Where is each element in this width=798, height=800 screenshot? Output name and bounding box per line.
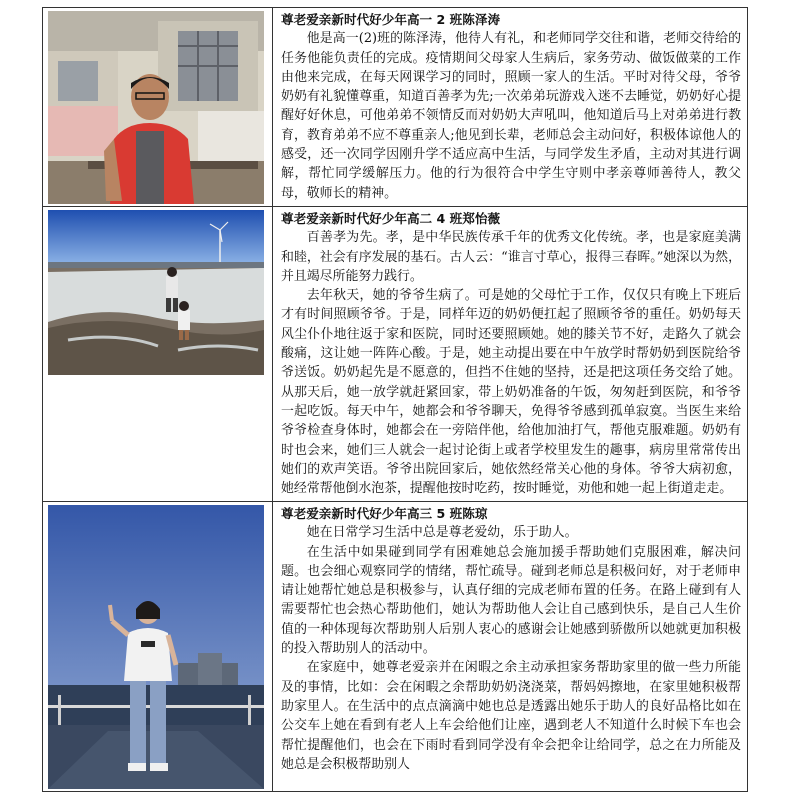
description-cell [273,207,748,502]
entry-paragraph: 她在日常学习生活中总是尊老爱幼，乐于助人。 [306,525,578,541]
student-photo [48,505,264,789]
description-cell [273,8,748,207]
table-row [43,502,748,792]
table-row [43,8,748,207]
table-row [43,207,748,502]
student-table [42,7,748,792]
entry-title: 尊老爱亲新时代好少年高二 4 班郑怡薇 [281,211,501,226]
entry-paragraph: 百善孝为先。孝，是中华民族传承千年的优秀文化传统。孝，也是家庭美满和睦，社会有序发展的基石。古人云：“谁言寸草心，报得三春晖。”她深以为然，并且竭尽所能努力践行。 [281,230,741,284]
entry-paragraph: 在家庭中，她尊老爱亲并在闲暇之余主动承担家务帮助家里的做一些力所能及的事情，比如：会在闲暇之余帮助奶奶浇浇菜，帮妈妈擦地，在家里她积极帮助家里人。在生活中的点点滴滴中她也总是透露出她乐于助人的良好品格比如在公交车上她在看到有老人上车会给他们让座，遇到老人不知道什么时候下车也会帮忙提醒他们，也会在下雨时看到同学没有伞会把伞让给同学，总之在力所能及她总是会积极帮助别人 [281,660,741,772]
student-photo [48,11,264,204]
entry-paragraph: 他是高一(2)班的陈泽涛，他待人有礼，和老师同学交往和谐，老师交待给的任务他能负责任的完成。疫情期间父母家人生病后，家务劳动、做饭做菜的工作由他来完成，在每天网课学习的同时，照顾一家人的生活。平时对待父母，爷爷奶奶有礼貌懂尊重，知道百善孝为先;一次弟弟玩游戏入迷不去睡觉，奶奶好心提醒好好休息，可他弟弟不领情反而对奶奶大声吼叫，他知道后马上对弟弟进行教育，教育弟弟不应不尊重亲人;他见到长辈，老师总会主动问好，积极体谅他人的感受，还一次同学因刚升学不适应高中生活，与同学发生矛盾，主动对其进行调解，帮忙同学缓解压力。他的行为很符合中学生守则中孝亲尊师善待人，教父母，敬师长的精神。 [281,31,741,201]
student-photo [48,210,264,375]
entry-paragraph: 在生活中如果碰到同学有困难她总会施加援手帮助她们克服困难，解决问题。也会细心观察同学的情绪，帮忙疏导。碰到老师总是积极问好，对于老师申请让她帮忙她总是积极参与，认真仔细的完成老师布置的任务。在路上碰到有人需要帮忙也会热心帮助他们，她认为帮助他人会让自己感到快乐，是自己人生价值的一种体现每次帮助别人后别人衷心的感谢会让她感到骄傲所以她就更加积极的投入帮助别人的活动中。 [281,544,741,657]
photo-cell [43,8,273,207]
entry-paragraph: 去年秋天，她的爷爷生病了。可是她的父母忙于工作，仅仅只有晚上下班后才有时间照顾爷爷。于是，同样年迈的奶奶便扛起了照顾爷爷的重任。奶奶每天风尘仆仆地往返于家和医院，同时还要照顾她。她的膝关节不好，走路久了就会酸痛，这让她一阵阵心酸。于是，她主动提出要在中午放学时帮奶奶到医院给爷爷送饭。奶奶起先是不愿意的，但挡不住她的坚持，还是把这项任务交给了她。从那天后，她一放学就赶紧回家，带上奶奶准备的午饭，匆匆赶到医院，和爷爷一起吃饭。每天中午，她都会和爷爷聊天，免得爷爷感到孤单寂寞。当医生来给爷爷检查身体时，她都会在一旁陪伴他，给他加油打气，帮他克服难题。奶奶有时也会来，她们三人就会一起讨论街上或者学校里发生的趣事，病房里常常传出她们的欢声笑语。爷爷出院回家后，她依然经常关心他的身体。爷爷大病初愈，她经常帮他倒水泡茶，提醒他按时吃药，按时睡觉，劝他和她一起上街道走走。 [281,288,741,497]
description-cell [273,502,748,792]
entry-title: 尊老爱亲新时代好少年高一 2 班陈泽涛 [281,12,501,27]
photo-cell [43,207,273,502]
entry-title: 尊老爱亲新时代好少年高三 5 班陈琼 [281,506,488,521]
photo-cell [43,502,273,792]
